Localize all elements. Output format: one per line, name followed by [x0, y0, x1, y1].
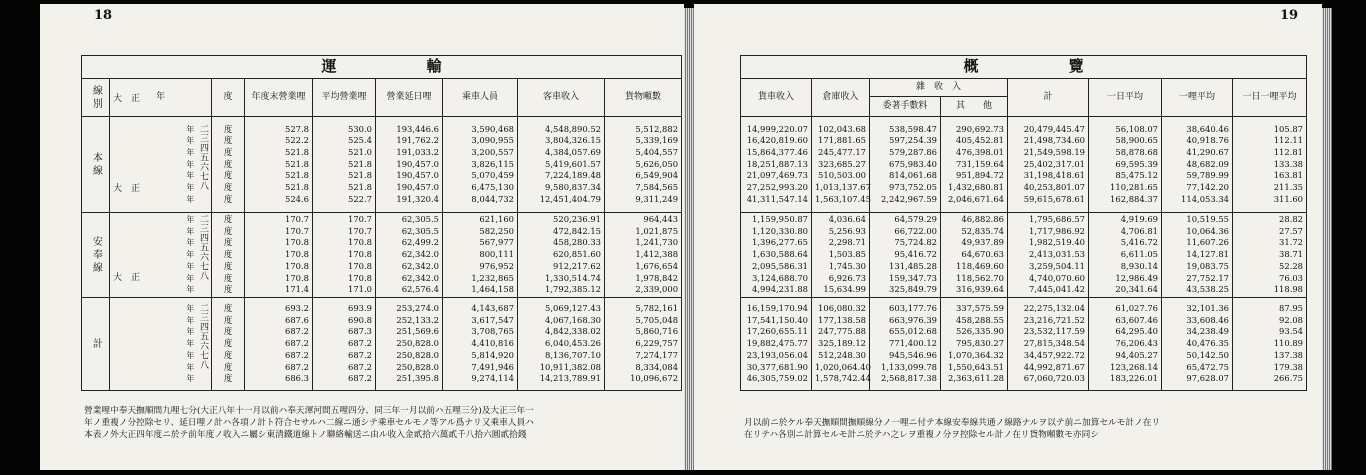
km-end-values: 527.8 522.2 521.8 521.8 521.8 521.8 524.6: [245, 117, 313, 213]
km-total-values: 193,446.6 191,762.2 191,033.2 190,457.0 190,457.0 190,457.0 191,320.4: [376, 117, 443, 213]
km-end-values: 170.7 170.7 170.8 170.8 170.8 170.8 171.4: [245, 213, 313, 298]
km-total-values: 62,305.5 62,305.5 62,499.2 62,342.0 62,342.0 62,342.0 62,576.4: [376, 213, 443, 298]
title-left: 運 輸: [82, 56, 682, 79]
warehouse-income-values: 4,036.64 5,256.93 2,298.71 1,503.85 1,745.30 6,926.73 15,634.99: [812, 213, 870, 298]
per-day-values: 56,108.07 58,900.65 58,878.68 69,595.39 85,475.12 110,281.65 162,884.37: [1089, 117, 1162, 213]
era-label: 大 正: [113, 273, 141, 284]
book-edge-right: [1322, 8, 1332, 470]
per-mile-values: 32,101.36 33,608.46 34,238.49 40,476.35 50,142.50 65,472.75 97,628.07: [1162, 298, 1233, 391]
freight-tons-values: 5,782,161 5,705,048 5,860,716 6,229,757 7,274,177 8,334,084 10,096,672: [605, 298, 682, 391]
header-fiscal: 度: [212, 79, 245, 117]
passenger-income-values: 520,236.91 472,842.15 458,280.33 620,851.60 912,217.62 1,330,514.74 1,792,385.12: [518, 213, 605, 298]
fiscal-labels: 度 度 度 度 度 度 度: [212, 117, 245, 213]
per-day-mile-values: 87.95 92.08 93.54 110.89 137.38 179.38 266.75: [1233, 298, 1307, 391]
freight-income-values: 16,159,170.94 17,541,150.40 17,260,655.11 19,882,475.77 23,193,056.04 30,377,681.90 46,305,759.02: [741, 298, 812, 391]
header-passengers: 乘車人員: [443, 79, 518, 117]
passenger-income-values: 4,548,890.52 3,804,326.15 4,384,057.69 5,419,601.57 7,224,189.48 9,580,837.34 12,451,404.79: [518, 117, 605, 213]
left-table: [81, 55, 682, 391]
header-misc-income: 雜 收 入: [870, 79, 1008, 97]
title-right: 概 覽: [741, 56, 1307, 79]
freight-tons-values: 5,512,882 5,339,169 5,404,557 5,626,050 6,549,904 7,584,565 9,311,249: [605, 117, 682, 213]
line-name: 計: [82, 298, 110, 391]
right-footnote-1: 月以前ニ於ケル奉天撫順間撫順線分ノ一哩ニ付テ本線安奉線共通ノ線路ナルヲ以テ前ニ加算セルモ計ノ在リ: [744, 418, 1161, 428]
header-warehouse-income: 倉庫收入: [812, 79, 870, 117]
book-edge-left: [684, 8, 694, 470]
passenger-income-values: 5,069,127.43 4,067,168.30 4,842,338.02 6,040,453.26 8,136,707.10 10,911,382.08 14,213,789.91: [518, 298, 605, 391]
year-suffix: 年 年 年 年 年 年 年: [186, 304, 195, 384]
passengers-values: 4,143,687 3,617,547 3,708,765 4,410,816 5,814,920 7,491,946 9,274,114: [443, 298, 518, 391]
table-row: [741, 117, 1307, 213]
per-day-values: 61,027.76 63,607.46 64,295.40 76,206.43 94,405.27 123,268.14 183,226.01: [1089, 298, 1162, 391]
header-freight-tons: 貨物噸數: [605, 79, 682, 117]
total-values: 22,275,132.04 23,216,721.52 23,532,117.59 27,815,348.54 34,457,922.72 44,992,871.67 67,060,720.03: [1008, 298, 1089, 391]
era-label: 大 正: [113, 93, 141, 104]
per-day-values: 4,919.69 4,706.81 5,416.72 6,611.05 8,930.14 12,986.49 20,341.64: [1089, 213, 1162, 298]
line-name: 本線: [82, 117, 110, 213]
km-avg-values: 530.0 525.4 521.0 521.8 521.8 521.8 522.7: [313, 117, 376, 213]
per-day-mile-values: 28.82 27.57 31.72 38.71 52.28 76.03 118.98: [1233, 213, 1307, 298]
era-label: 大 正: [113, 184, 141, 195]
other-values: 290,692.73 405,452.81 476,398.01 731,159.64 951,894.72 1,432,680.81 2,046,671.64: [941, 117, 1008, 213]
header-per-day: 一日平均: [1089, 79, 1162, 117]
right-table: [740, 55, 1307, 391]
per-mile-values: 38,640.46 40,918.76 41,290.67 48,682.09 59,789.99 77,142.20 114,053.34: [1162, 117, 1233, 213]
year-cell: [110, 184, 212, 298]
years-label: 二三四五六七八: [198, 303, 208, 370]
header-km-end: 年度末營業哩: [245, 79, 313, 117]
passengers-values: 621,160 582,250 567,977 800,111 976,952 1,232,865 1,464,158: [443, 213, 518, 298]
table-row: [741, 213, 1307, 298]
left-footnote-3: 本表ノ外大正四年度ニ於テ前年度ノ收入ニ屬シ東清鐵道線トノ聯絡輸送ニ由ル收入金貳拾六萬貳千八拾六圓貳拾錢: [84, 430, 527, 440]
other-values: 337,575.59 458,288.55 526,335.90 795,830.27 1,070,364.32 1,550,643.51 2,363,611.28: [941, 298, 1008, 391]
year-suffix: 年 年 年 年 年 年 年: [186, 215, 195, 295]
year-suffix: 年 年 年 年 年 年 年: [186, 124, 195, 204]
page-number-left: 18: [94, 8, 113, 23]
header-total: 計: [1008, 79, 1089, 117]
total-values: 20,479,445.47 21,498,734.60 21,549,598.19 25,402,317.01 31,198,418.61 40,253,801.07 59,615,678.61: [1008, 117, 1089, 213]
header-consign-fee: 委著手數料: [870, 97, 941, 117]
km-total-values: 253,274.0 252,133.2 251,569.6 250,828.0 250,828.0 250,828.0 251,395.8: [376, 298, 443, 391]
line-name: 安奉線: [82, 213, 110, 298]
year-cell: [110, 93, 212, 213]
left-footnote-1: 營業哩中奉天撫順間九哩七分(大正八年十一月以前ハ奉天渾河間五哩四分、同三年一月以前ハ五哩三分)及大正三年一: [84, 406, 534, 416]
header-passenger-income: 客車收入: [518, 79, 605, 117]
passengers-values: 3,590,468 3,090,955 3,200,557 3,826,115 5,070,459 6,475,130 8,044,732: [443, 117, 518, 213]
per-day-mile-values: 105.87 112.11 112.81 133.38 163.81 211.35 311.60: [1233, 117, 1307, 213]
consign-fee-values: 64,579.29 66,722.00 75,724.82 95,416.72 131,485.28 159,347.73 325,849.79: [870, 213, 941, 298]
years-label: 二三四五六七八: [198, 214, 208, 281]
freight-income-values: 14,999,220.07 16,420,819.60 15,864,377.46 18,251,887.13 21,097,469.73 27,252,993.20 41,311,547.14: [741, 117, 812, 213]
header-per-mile: 一哩平均: [1162, 79, 1233, 117]
header-year: 年: [110, 79, 212, 117]
other-values: 46,882.86 52,835.74 49,937.89 64,670.63 118,469.60 118,562.70 316,939.64: [941, 213, 1008, 298]
table-row: [741, 298, 1307, 391]
warehouse-income-values: 106,080.32 177,138.58 247,775.88 325,189.12 512,248.30 1,020,064.40 1,578,742.44: [812, 298, 870, 391]
consign-fee-values: 603,177.76 663,976.39 655,012.68 771,400.12 945,546.96 1,133,099.78 2,568,817.38: [870, 298, 941, 391]
freight-tons-values: 964,443 1,021,875 1,241,730 1,412,388 1,676,654 1,978,842 2,339,000: [605, 213, 682, 298]
table-row: [82, 213, 682, 298]
header-line: 線別: [82, 79, 110, 117]
total-values: 1,795,686.57 1,717,986.92 1,982,519.40 2,413,031.53 3,259,504.11 4,740,070.60 7,445,041.42: [1008, 213, 1089, 298]
header-km-avg: 平均營業哩: [313, 79, 376, 117]
table-row: [82, 298, 682, 391]
km-end-values: 693.2 687.6 687.2 687.2 687.2 687.2 686.3: [245, 298, 313, 391]
freight-income-values: 1,159,950.87 1,120,330.80 1,396,277.65 1,630,588.64 2,095,586.31 3,124,688.70 4,994,231.88: [741, 213, 812, 298]
warehouse-income-values: 102,043.68 171,881.65 245,477.17 323,685.27 510,503.00 1,013,137.67 1,563,107.45: [812, 117, 870, 213]
left-footnote-2: 年ノ重複ノ分控除セリ、延日哩ノ計ハ各項ノ計ト符合セサルハ二線ニ通シテ乘車セルモノ等アル爲ナリ又乘車人員ハ: [84, 418, 534, 428]
km-avg-values: 170.7 170.7 170.8 170.8 170.8 170.8 171.0: [313, 213, 376, 298]
years-label: 二三四五六七八: [198, 123, 208, 191]
left-page: [40, 4, 684, 470]
header-km-total: 營業延日哩: [376, 79, 443, 117]
table-row: [82, 117, 682, 213]
right-page: [694, 4, 1322, 470]
fiscal-labels: 度 度 度 度 度 度 度: [212, 298, 245, 391]
header-per-day-mile: 一日一哩平均: [1233, 79, 1307, 117]
right-footnote-2: 在リテハ各別ニ計算セルモ計ニ於テハ之レヲ重複ノ分ヲ控除セル計ノ在リ貨物噸數モ亦同シ: [744, 430, 1099, 440]
page-number-right: 19: [1280, 8, 1299, 23]
fiscal-labels: 度 度 度 度 度 度 度: [212, 213, 245, 298]
per-mile-values: 10,519.55 10,064.36 11,607.26 14,127.81 19,083.75 27,752.17 43,538.25: [1162, 213, 1233, 298]
consign-fee-values: 538,598.47 597,254.39 579,287.86 675,983.40 814,061.68 973,752.05 2,242,967.59: [870, 117, 941, 213]
header-other: 其 他: [941, 97, 1008, 117]
km-avg-values: 693.9 690.8 687.3 687.2 687.2 687.2 687.2: [313, 298, 376, 391]
header-freight-income: 貨車收入: [741, 79, 812, 117]
year-cell: [110, 273, 212, 391]
